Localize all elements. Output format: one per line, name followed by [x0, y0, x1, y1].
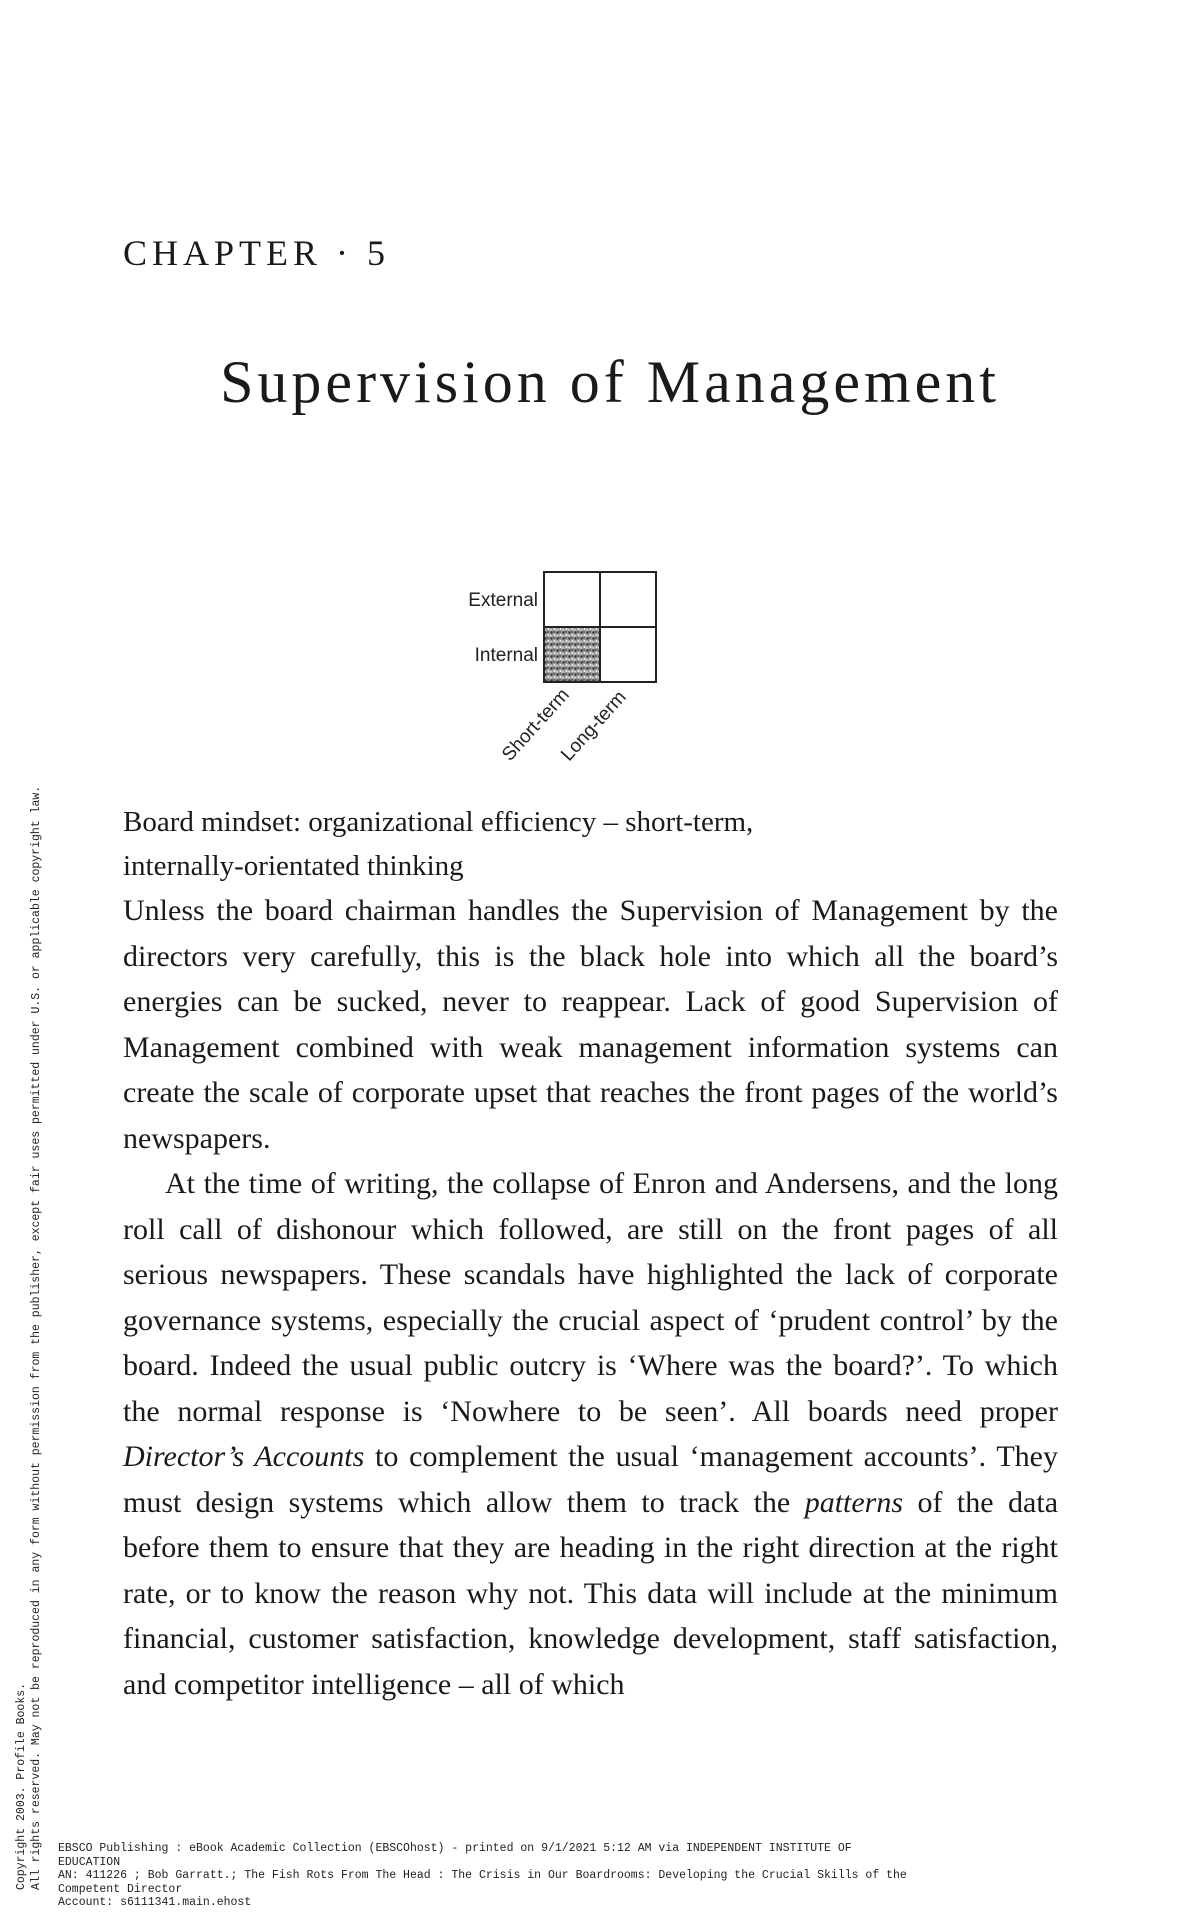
paragraph-2-part-b: to complement the usual ‘management accounts’. They must design systems which allow them to track the [123, 1440, 1058, 1519]
copyright-notice [14, 390, 44, 1890]
chapter-title: Supervision of Management [220, 349, 1000, 415]
footer-line-1: EBSCO Publishing : eBook Academic Collection (EBSCOhost) - printed on 9/1/2021 5:12 AM via INDEPENDENT INSTITUTE OF [58, 1842, 852, 1855]
row-label-internal: Internal [474, 645, 538, 666]
row-label-external: External [468, 590, 538, 611]
body-text [123, 888, 1058, 1707]
mindset-diagram [460, 565, 680, 775]
copyright-line-2: All rights reserved. May not be reproduced in any form without permission from the publisher, except fair uses permitted under U.S. or applicable copyright law. [30, 785, 43, 1890]
footer-line-4: Competent Director [58, 1882, 183, 1896]
copyright-line-1: Copyright 2003. Profile Books. [15, 1682, 28, 1890]
footer-line-3: AN: 411226 ; Bob Garratt.; The Fish Rots From The Head : The Crisis in Our Boardrooms: Developing the Crucial Skills of the [58, 1869, 907, 1882]
paragraph-1: Unless the board chairman handles the Supervision of Management by the directors very carefully, this is the black hole into which all the board’s energies can be sucked, never to reappear. Lack of good Supervision of Management combined with weak management information systems can create the scale of corporate upset that reaches the front pages of the world’s newspapers. [123, 894, 1058, 1155]
caption-line-2: internally-orientated thinking [123, 850, 464, 882]
paragraph-2-part-c: of the data before them to ensure that they are heading in the right direction at the right rate, or to know the reason why not. This data will include at the minimum financial, customer satisfaction, knowledge development, staff satisfaction, and competitor intelligence – all of which [123, 1485, 1059, 1701]
paragraph-2 [123, 1161, 1058, 1707]
figure-caption [123, 800, 1058, 888]
caption-line-1: Board mindset: organizational efficiency – short-term, [123, 806, 754, 838]
footer-line-2: EDUCATION [58, 1855, 121, 1869]
directors-accounts-emphasis: Director’s Accounts [123, 1440, 365, 1473]
col-label-short-term: Short-term [498, 684, 574, 766]
ebsco-footer [58, 1842, 1198, 1910]
paragraph-2-part-a: At the time of writing, the collapse of Enron and Andersens, and the long roll call of dishonour which followed, are still on the front pages of all serious newspapers. These scandals have highlighted the lack of corporate governance systems, especially the crucial aspect of ‘prudent control’ by the board. Indeed the usual public outcry is ‘Where was the board?’. To which the normal response is ‘Nowhere to be seen’. All boards need proper [123, 1167, 1058, 1428]
footer-line-5: Account: s6111341.main.ehost [58, 1896, 252, 1909]
mindset-matrix [460, 565, 680, 775]
col-label-long-term: Long-term [557, 686, 631, 766]
highlighted-cell-internal-short-term [544, 627, 600, 682]
chapter-label: CHAPTER · 5 [123, 233, 391, 273]
patterns-emphasis: patterns [804, 1485, 904, 1519]
